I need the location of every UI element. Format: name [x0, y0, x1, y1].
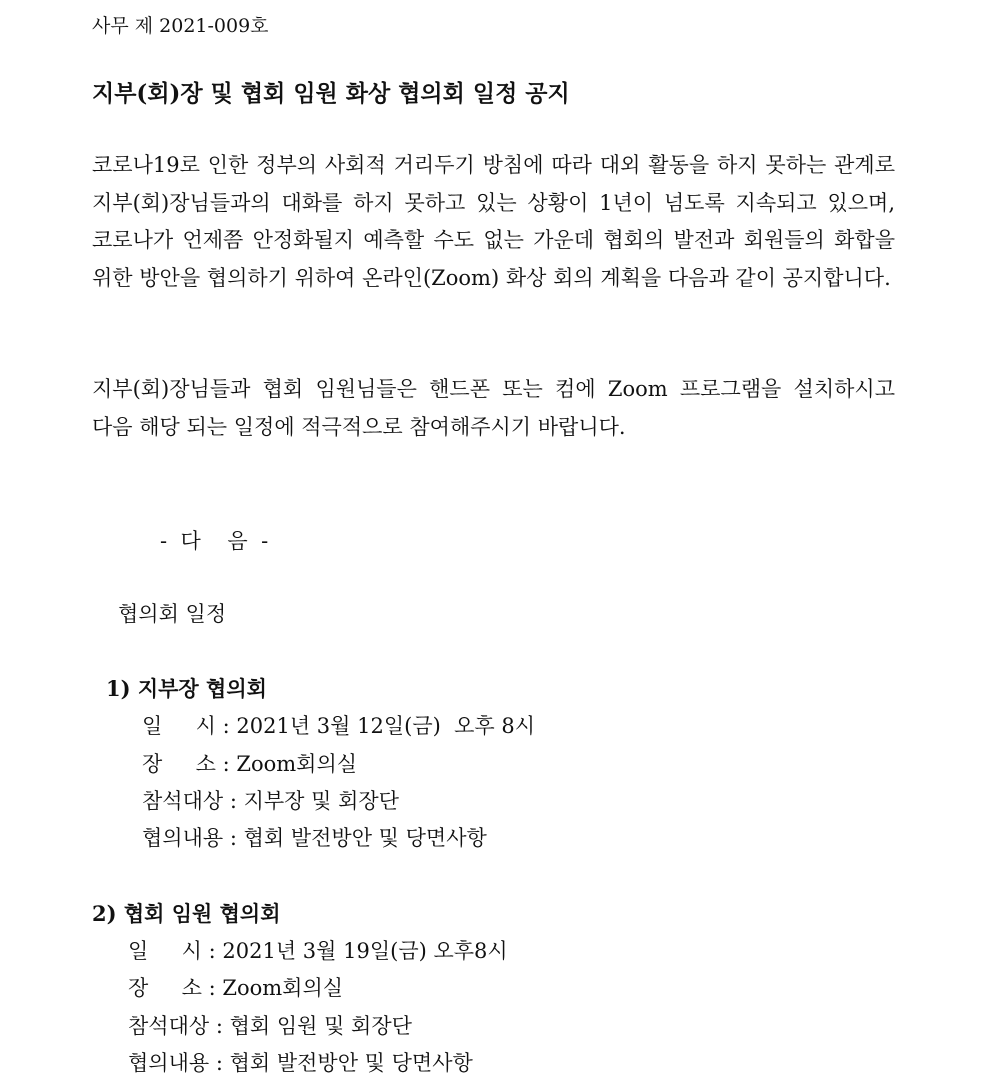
- row-value: 2021년 3월 12일(금) 오후 8시: [236, 714, 536, 738]
- schedule-title: 협의회 일정: [118, 602, 227, 626]
- row-value: Zoom회의실: [222, 976, 344, 1000]
- row-separator: :: [223, 826, 244, 850]
- body-paragraph-2: 지부(회)장님들과 협회 임원님들은 핸드폰 또는 컴에 Zoom 프로그램을 설치하시고 다음 해당 되는 일정에 적극적으로 참여해주시기 바랍니다.: [92, 377, 895, 439]
- row-value: 2021년 3월 19일(금) 오후8시: [222, 939, 508, 963]
- section-2-heading: 2) 협회 임원 협의회: [92, 901, 281, 926]
- row-label: 참석대상: [142, 789, 224, 813]
- body-paragraph-1: 코로나19로 인한 정부의 사회적 거리두기 방침에 따라 대외 활동을 하지 못하는 관계로 지부(회)장님들과의 대화를 하지 못하고 있는 상황이 1년이 넘도록 지속되고 있으며, 코로나가 언제쯤 안정화될지 예측할 수도 없는 가운데 협회의 발전과 회원들의 화합을 위한 방안을 협의하기 위하여 온라인(Zoom) 화상 회의 계획을 다음과 같이 공지합니다.: [92, 153, 895, 290]
- row-value: Zoom회의실: [236, 752, 358, 776]
- row-separator: :: [209, 1051, 230, 1075]
- row-separator: :: [209, 1014, 230, 1038]
- row-label: 협의내용: [142, 826, 224, 850]
- row-label: 참석대상: [128, 1014, 210, 1038]
- row-label: 일 시: [142, 714, 216, 738]
- row-separator: :: [215, 714, 237, 738]
- section-1-row-place: [142, 748, 357, 780]
- next-heading: - 다 음 -: [160, 529, 269, 553]
- row-value: 지부장 및 회장단: [243, 789, 399, 813]
- section-2-row-agenda: [128, 1047, 473, 1079]
- row-label: 협의내용: [128, 1051, 210, 1075]
- document-title: 지부(회)장 및 협회 임원 화상 협의회 일정 공지: [92, 80, 570, 107]
- row-value: 협회 발전방안 및 당면사항: [229, 1051, 473, 1075]
- row-separator: :: [223, 789, 244, 813]
- section-1-row-attendees: [142, 785, 399, 817]
- section-2-row-datetime: [128, 935, 508, 967]
- row-label: 장 소: [142, 752, 216, 776]
- section-1-row-agenda: [142, 822, 487, 854]
- row-separator: :: [201, 976, 223, 1000]
- document-number: 사무 제 2021-009호: [92, 15, 269, 37]
- row-value: 협회 발전방안 및 당면사항: [243, 826, 487, 850]
- section-2-row-place: [128, 972, 343, 1004]
- section-1-row-datetime: [142, 710, 535, 742]
- section-1-heading: 1) 지부장 협의회: [106, 676, 267, 701]
- row-separator: :: [215, 752, 237, 776]
- row-value: 협회 임원 및 회장단: [229, 1014, 412, 1038]
- row-label: 장 소: [128, 976, 202, 1000]
- section-2-row-attendees: [128, 1010, 412, 1042]
- row-separator: :: [201, 939, 223, 963]
- row-label: 일 시: [128, 939, 202, 963]
